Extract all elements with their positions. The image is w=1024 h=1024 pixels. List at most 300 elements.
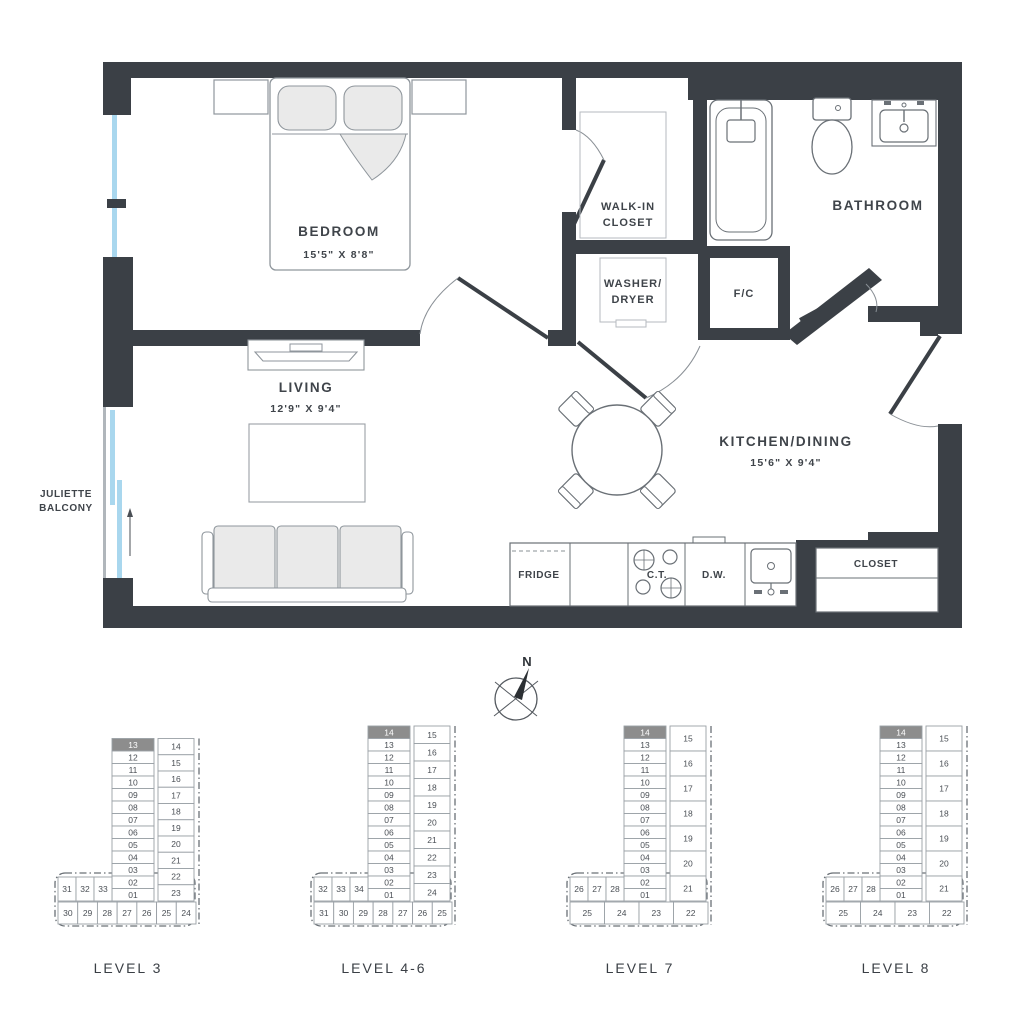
unit-cell	[112, 851, 154, 864]
svg-text:12: 12	[896, 752, 906, 763]
unit-cell	[926, 876, 962, 901]
svg-text:25: 25	[161, 908, 172, 918]
sofa-cushion	[277, 526, 338, 592]
unit-cell	[112, 764, 154, 777]
unit-cell	[76, 877, 94, 901]
unit-cell	[373, 902, 393, 924]
svg-text:27: 27	[397, 908, 408, 918]
svg-text:12: 12	[128, 752, 138, 763]
svg-text:01: 01	[128, 889, 138, 900]
unit-cell	[570, 902, 605, 924]
unit-cell	[670, 726, 706, 751]
unit-cell	[158, 804, 194, 820]
unit-cell	[368, 851, 410, 864]
compass	[494, 654, 538, 720]
entry-closet	[816, 548, 938, 612]
bathroom-label: BATHROOM	[832, 198, 924, 213]
unit-cell	[624, 751, 666, 764]
tap-icon	[754, 590, 762, 594]
unit-cell	[674, 902, 709, 924]
unit-cell	[624, 814, 666, 827]
svg-text:21: 21	[683, 883, 693, 894]
washer-dryer-door	[578, 342, 700, 398]
unit-cell	[112, 864, 154, 877]
svg-text:07: 07	[128, 814, 138, 825]
unit-cell	[158, 755, 194, 771]
unit-cell	[413, 902, 433, 924]
entry-door	[890, 336, 940, 427]
unit-cell	[158, 787, 194, 803]
svg-text:25: 25	[437, 908, 447, 918]
svg-text:14: 14	[896, 727, 906, 738]
unit-cell	[414, 814, 450, 832]
unit-cell	[624, 839, 666, 852]
svg-text:08: 08	[640, 802, 650, 813]
unit-cell	[112, 876, 154, 889]
svg-text:23: 23	[907, 908, 917, 918]
unit-cell	[112, 801, 154, 814]
svg-text:28: 28	[102, 908, 113, 918]
unit-cell	[158, 836, 194, 852]
svg-text:18: 18	[939, 808, 949, 819]
svg-text:01: 01	[640, 889, 650, 900]
cooktop-label: C.T.	[646, 570, 668, 581]
unit-cell	[414, 884, 450, 902]
svg-text:20: 20	[427, 817, 437, 828]
unit-cell	[368, 814, 410, 827]
svg-text:20: 20	[171, 839, 181, 850]
svg-text:04: 04	[128, 852, 138, 863]
pillow	[278, 86, 336, 130]
unit-cell	[368, 751, 410, 764]
svg-text:33: 33	[98, 884, 108, 894]
unit-cell	[930, 902, 965, 924]
svg-text:16: 16	[171, 774, 181, 785]
svg-text:06: 06	[384, 827, 394, 838]
unit-cell	[97, 902, 117, 924]
unit-cell	[368, 826, 410, 839]
unit-cell	[926, 776, 962, 801]
svg-text:10: 10	[896, 777, 906, 788]
svg-text:DRYER: DRYER	[611, 294, 655, 306]
svg-text:02: 02	[640, 877, 650, 888]
compass-needle-icon	[514, 668, 529, 700]
bathtub	[710, 100, 772, 240]
unit-cell	[368, 801, 410, 814]
level-label: LEVEL 3	[93, 960, 163, 976]
sofa	[202, 526, 413, 602]
svg-text:07: 07	[896, 814, 906, 825]
svg-text:31: 31	[319, 908, 329, 918]
svg-text:23: 23	[171, 887, 181, 898]
unit-cell	[414, 866, 450, 884]
svg-text:10: 10	[640, 777, 650, 788]
toilet	[812, 98, 852, 174]
svg-text:07: 07	[384, 814, 394, 825]
unit-cell	[368, 726, 410, 739]
svg-text:15: 15	[427, 729, 437, 740]
unit-cell	[605, 902, 640, 924]
unit-cell	[826, 877, 844, 901]
svg-text:06: 06	[640, 827, 650, 838]
unit-cell	[353, 902, 373, 924]
key-plan-level-8	[768, 712, 1024, 976]
svg-text:11: 11	[384, 764, 394, 775]
svg-text:09: 09	[896, 789, 906, 800]
svg-text:26: 26	[417, 908, 428, 918]
unit-cell	[862, 877, 880, 901]
svg-text:18: 18	[683, 808, 693, 819]
unit-cell	[880, 751, 922, 764]
svg-text:19: 19	[427, 799, 437, 810]
svg-text:26: 26	[574, 884, 584, 894]
svg-text:19: 19	[939, 833, 949, 844]
svg-text:05: 05	[640, 839, 650, 850]
unit-cell	[880, 864, 922, 877]
unit-cell	[670, 776, 706, 801]
unit-cell	[926, 726, 962, 751]
svg-text:06: 06	[896, 827, 906, 838]
svg-text:14: 14	[640, 727, 650, 738]
svg-text:11: 11	[640, 764, 650, 775]
svg-text:CLOSET: CLOSET	[602, 217, 654, 229]
unit-cell	[606, 877, 624, 901]
bedroom-dims: 15'5" X 8'8"	[303, 249, 375, 261]
slide-direction-arrow-icon	[127, 508, 133, 517]
unit-cell	[158, 852, 194, 868]
level-label: LEVEL 7	[605, 960, 675, 976]
unit-cell	[414, 779, 450, 797]
unit-cell	[368, 876, 410, 889]
unit-cell	[112, 776, 154, 789]
svg-text:03: 03	[896, 864, 906, 875]
svg-text:03: 03	[384, 864, 394, 875]
unit-cell	[670, 751, 706, 776]
svg-text:05: 05	[896, 839, 906, 850]
svg-text:02: 02	[128, 877, 138, 888]
key-plans-row	[0, 712, 1024, 976]
unit-cell	[332, 877, 350, 901]
svg-text:17: 17	[683, 783, 693, 794]
unit-cell	[414, 726, 450, 744]
unit-cell	[624, 739, 666, 752]
svg-text:02: 02	[896, 877, 906, 888]
svg-text:15: 15	[939, 733, 949, 744]
unit-cell	[368, 839, 410, 852]
svg-text:20: 20	[683, 858, 693, 869]
svg-text:08: 08	[384, 802, 394, 813]
svg-text:18: 18	[171, 806, 181, 817]
tap-icon	[780, 590, 788, 594]
unit-cell	[368, 739, 410, 752]
unit-cell	[639, 902, 674, 924]
unit-cell	[624, 726, 666, 739]
svg-text:04: 04	[896, 852, 906, 863]
level-label: LEVEL 4-6	[341, 960, 427, 976]
unit-cell	[393, 902, 413, 924]
unit-cell	[880, 764, 922, 777]
unit-cell	[624, 864, 666, 877]
unit-cell	[926, 851, 962, 876]
unit-cell	[926, 826, 962, 851]
svg-text:03: 03	[640, 864, 650, 875]
sofa-cushion	[214, 526, 275, 592]
unit-cell	[334, 902, 354, 924]
bedroom-door	[420, 278, 548, 338]
unit-cell	[624, 764, 666, 777]
unit-cell	[158, 739, 194, 755]
svg-text:26: 26	[830, 884, 840, 894]
svg-text:09: 09	[640, 789, 650, 800]
sofa-cushion	[340, 526, 401, 592]
svg-text:34: 34	[354, 884, 364, 894]
svg-text:BALCONY: BALCONY	[39, 503, 93, 514]
svg-text:13: 13	[128, 739, 138, 750]
svg-text:04: 04	[640, 852, 650, 863]
svg-text:21: 21	[427, 834, 437, 845]
svg-text:13: 13	[896, 739, 906, 750]
unit-cell	[880, 876, 922, 889]
unit-cell	[880, 789, 922, 802]
bedroom-label: BEDROOM	[298, 224, 380, 239]
unit-cell	[414, 761, 450, 779]
coffee-table	[249, 424, 365, 502]
svg-text:16: 16	[427, 747, 437, 758]
svg-text:17: 17	[939, 783, 949, 794]
unit-cell	[880, 739, 922, 752]
unit-cell	[432, 902, 452, 924]
svg-text:31: 31	[62, 884, 72, 894]
unit-cell	[624, 889, 666, 902]
unit-cell	[78, 902, 98, 924]
unit-cell	[624, 826, 666, 839]
unit-cell	[926, 801, 962, 826]
svg-text:06: 06	[128, 827, 138, 838]
svg-text:08: 08	[128, 802, 138, 813]
living-dims: 12'9" X 9'4"	[270, 403, 342, 415]
dining-table	[558, 391, 677, 510]
svg-text:14: 14	[171, 741, 181, 752]
living-label: LIVING	[278, 380, 334, 395]
unit-cell	[414, 744, 450, 762]
key-plan-level-4-6	[256, 712, 512, 976]
unit-cell	[158, 885, 194, 901]
unit-cell	[414, 796, 450, 814]
unit-cell	[880, 814, 922, 827]
svg-text:25: 25	[838, 908, 848, 918]
closet-label: CLOSET	[853, 559, 899, 570]
svg-text:11: 11	[896, 764, 906, 775]
key-plan-level-7	[512, 712, 768, 976]
fridge-label: FRIDGE	[518, 570, 560, 581]
svg-text:26: 26	[141, 908, 152, 918]
unit-cell	[158, 869, 194, 885]
unit-cell	[880, 826, 922, 839]
unit-cell	[314, 877, 332, 901]
svg-text:28: 28	[610, 884, 620, 894]
key-plan-level-3	[0, 712, 256, 976]
unit-cell	[112, 751, 154, 764]
unit-cell	[624, 801, 666, 814]
svg-text:27: 27	[122, 908, 132, 918]
unit-cell	[368, 764, 410, 777]
tap-icon	[884, 101, 891, 105]
unit-cell	[880, 839, 922, 852]
north-label: N	[522, 654, 532, 669]
sofa-back	[208, 588, 406, 602]
tv-console	[248, 340, 364, 370]
svg-text:32: 32	[80, 884, 90, 894]
nightstand-left	[214, 80, 268, 114]
unit-cell	[670, 801, 706, 826]
unit-cell	[414, 831, 450, 849]
unit-cell	[112, 889, 154, 902]
svg-text:22: 22	[427, 852, 437, 863]
svg-text:16: 16	[683, 758, 693, 769]
svg-text:29: 29	[358, 908, 369, 918]
unit-cell	[880, 776, 922, 789]
tap-icon	[917, 101, 924, 105]
svg-text:01: 01	[384, 889, 394, 900]
unit-cell	[670, 876, 706, 901]
svg-text:18: 18	[427, 782, 437, 793]
svg-text:24: 24	[181, 908, 191, 918]
unit-cell	[624, 789, 666, 802]
unit-cell	[926, 751, 962, 776]
svg-text:20: 20	[939, 858, 949, 869]
svg-text:21: 21	[171, 855, 181, 866]
svg-text:32: 32	[318, 884, 328, 894]
svg-text:28: 28	[866, 884, 876, 894]
svg-text:23: 23	[427, 869, 437, 880]
unit-cell	[137, 902, 157, 924]
unit-cell	[158, 771, 194, 787]
svg-text:24: 24	[617, 908, 627, 918]
unit-cell	[368, 864, 410, 877]
svg-text:29: 29	[82, 908, 93, 918]
svg-text:22: 22	[171, 871, 181, 882]
svg-text:24: 24	[873, 908, 883, 918]
unit-cell	[570, 877, 588, 901]
unit-cell	[314, 902, 334, 924]
unit-cell	[414, 849, 450, 867]
svg-text:13: 13	[640, 739, 650, 750]
unit-cell	[826, 902, 861, 924]
unit-cell	[368, 889, 410, 902]
walk-in-closet-door	[574, 130, 604, 224]
svg-text:24: 24	[427, 887, 437, 898]
unit-cell	[368, 789, 410, 802]
svg-text:15: 15	[683, 733, 693, 744]
svg-text:05: 05	[128, 839, 138, 850]
unit-cell	[880, 851, 922, 864]
svg-text:09: 09	[384, 789, 394, 800]
svg-text:02: 02	[384, 877, 394, 888]
svg-text:12: 12	[384, 752, 394, 763]
pillow	[344, 86, 402, 130]
unit-cell	[588, 877, 606, 901]
svg-text:12: 12	[640, 752, 650, 763]
nightstand-right	[412, 80, 466, 114]
svg-text:01: 01	[896, 889, 906, 900]
bedroom-window	[112, 115, 117, 257]
unit-cell	[112, 839, 154, 852]
unit-cell	[670, 851, 706, 876]
svg-text:25: 25	[582, 908, 592, 918]
unit-cell	[670, 826, 706, 851]
svg-text:14: 14	[384, 727, 394, 738]
svg-text:27: 27	[848, 884, 858, 894]
unit-cell	[117, 902, 137, 924]
svg-text:10: 10	[128, 777, 138, 788]
tv	[255, 352, 357, 361]
unit-cell	[861, 902, 896, 924]
svg-text:09: 09	[128, 789, 138, 800]
shower-head	[727, 120, 755, 142]
unit-cell	[350, 877, 368, 901]
unit-cell	[158, 820, 194, 836]
kitchen-dining-label: KITCHEN/DINING	[719, 434, 853, 449]
svg-text:04: 04	[384, 852, 394, 863]
svg-text:08: 08	[896, 802, 906, 813]
washer-dryer-label: WASHER/	[603, 278, 663, 290]
svg-text:10: 10	[384, 777, 394, 788]
svg-text:16: 16	[939, 758, 949, 769]
unit-cell	[58, 877, 76, 901]
svg-text:33: 33	[336, 884, 346, 894]
svg-text:13: 13	[384, 739, 394, 750]
juliette-balcony-door	[103, 407, 133, 578]
svg-text:07: 07	[640, 814, 650, 825]
unit-cell	[176, 902, 196, 924]
svg-text:30: 30	[338, 908, 349, 918]
juliette-balcony-label: JULIETTE	[39, 489, 93, 500]
unit-cell	[880, 726, 922, 739]
svg-text:22: 22	[942, 908, 952, 918]
walk-in-closet-label: WALK-IN	[600, 201, 656, 213]
bed	[214, 78, 466, 270]
svg-text:03: 03	[128, 864, 138, 875]
unit-cell	[368, 776, 410, 789]
unit-cell	[112, 739, 154, 752]
svg-text:27: 27	[592, 884, 602, 894]
unit-cell	[58, 902, 78, 924]
unit-cell	[157, 902, 177, 924]
unit-cell	[112, 789, 154, 802]
svg-text:17: 17	[427, 764, 437, 775]
dishwasher-label: D.W.	[701, 570, 727, 581]
svg-text:28: 28	[378, 908, 388, 918]
unit-cell	[94, 877, 112, 901]
svg-text:23: 23	[651, 908, 661, 918]
svg-text:21: 21	[939, 883, 949, 894]
unit-cell	[624, 876, 666, 889]
svg-text:05: 05	[384, 839, 394, 850]
unit-cell	[880, 889, 922, 902]
unit-cell	[895, 902, 930, 924]
fc-label: F/C	[733, 288, 755, 300]
level-label: LEVEL 8	[861, 960, 931, 976]
svg-text:19: 19	[171, 822, 181, 833]
unit-cell	[624, 851, 666, 864]
unit-cell	[844, 877, 862, 901]
unit-cell	[112, 826, 154, 839]
svg-text:19: 19	[683, 833, 693, 844]
kitchen-dining-dims: 15'6" X 9'4"	[750, 457, 822, 469]
unit-cell	[880, 801, 922, 814]
svg-text:11: 11	[128, 764, 138, 775]
unit-cell	[112, 814, 154, 827]
